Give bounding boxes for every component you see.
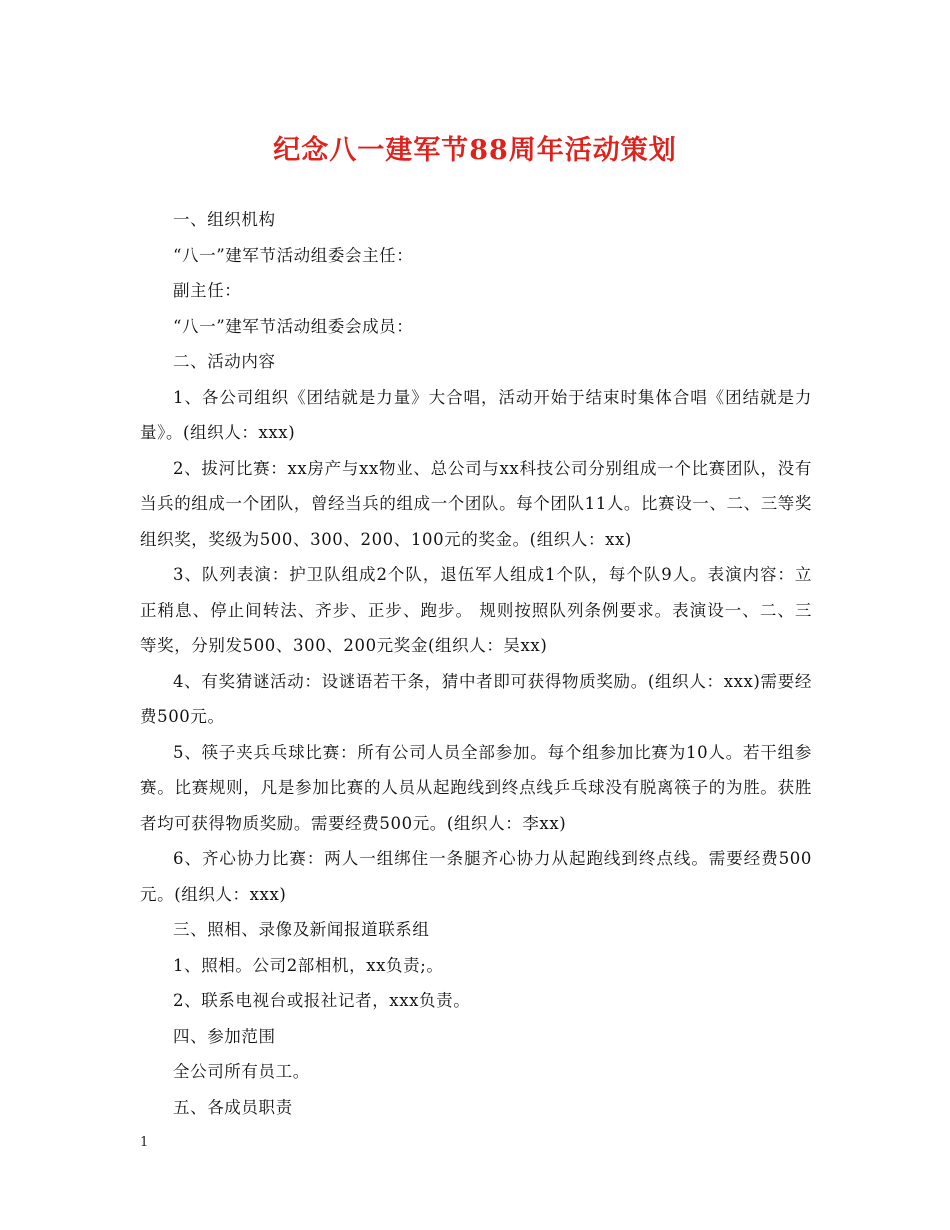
paragraph: 副主任： bbox=[173, 281, 242, 300]
paragraph: 二、活动内容 bbox=[173, 352, 276, 371]
paragraph: 6、齐心协力比赛：两人一组绑住一条腿齐心协力从起跑线到终点线。需要经费500元。(组织人：xxx) bbox=[140, 849, 812, 904]
paragraph: 5、筷子夹兵乓球比赛：所有公司人员全部参加。每个组参加比赛为10人。若干组参赛。比赛规则，凡是参加比赛的人员从起跑线到终点线乒乓球没有脱离筷子的为胜。获胜者均可获得物质奖励。需要经费500元。(组织人：李xx) bbox=[140, 742, 812, 833]
paragraph: 1、各公司组织《团结就是力量》大合唱，活动开始于结束时集体合唱《团结就是力量》。(组织人：xxx) bbox=[140, 387, 812, 442]
paragraph: 三、照相、录像及新闻报道联系组 bbox=[173, 920, 430, 939]
paragraph: 2、联系电视台或报社记者，xxx负责。 bbox=[173, 991, 471, 1010]
document-body bbox=[140, 202, 812, 1125]
document-title: 纪念八一建军节88周年活动策划 bbox=[273, 135, 677, 166]
paragraph: “八一”建军节活动组委会成员： bbox=[173, 316, 414, 336]
paragraph: 4、有奖猜谜活动：设谜语若干条，猜中者即可获得物质奖励。(组织人：xxx)需要经费500元。 bbox=[140, 671, 812, 726]
paragraph: 全公司所有员工。 bbox=[173, 1062, 310, 1081]
paragraph: “八一”建军节活动组委会主任： bbox=[173, 245, 414, 265]
paragraph: 1、照相。公司2部相机，xx负责;。 bbox=[173, 955, 444, 975]
page-number: 1 bbox=[140, 1135, 149, 1150]
paragraph: 2、拔河比赛：xx房产与xx物业、总公司与xx科技公司分别组成一个比赛团队，没有当兵的组成一个团队，曾经当兵的组成一个团队。每个团队11人。比赛设一、二、三等奖组织奖，奖级为500、300、200、100元的奖金。(组织人：xx) bbox=[140, 458, 812, 549]
paragraph: 一、组织机构 bbox=[173, 210, 276, 229]
paragraph: 五、各成员职责 bbox=[173, 1097, 293, 1117]
paragraph: 3、队列表演：护卫队组成2个队，退伍军人组成1个队，每个队9人。表演内容：立正稍息、停止间转法、齐步、正步、跑步。 规则按照队列条例要求。表演设一、二、三等奖，分别发500、300、200元奖金(组织人：吴xx) bbox=[140, 565, 812, 655]
paragraph: 四、参加范围 bbox=[173, 1026, 276, 1046]
